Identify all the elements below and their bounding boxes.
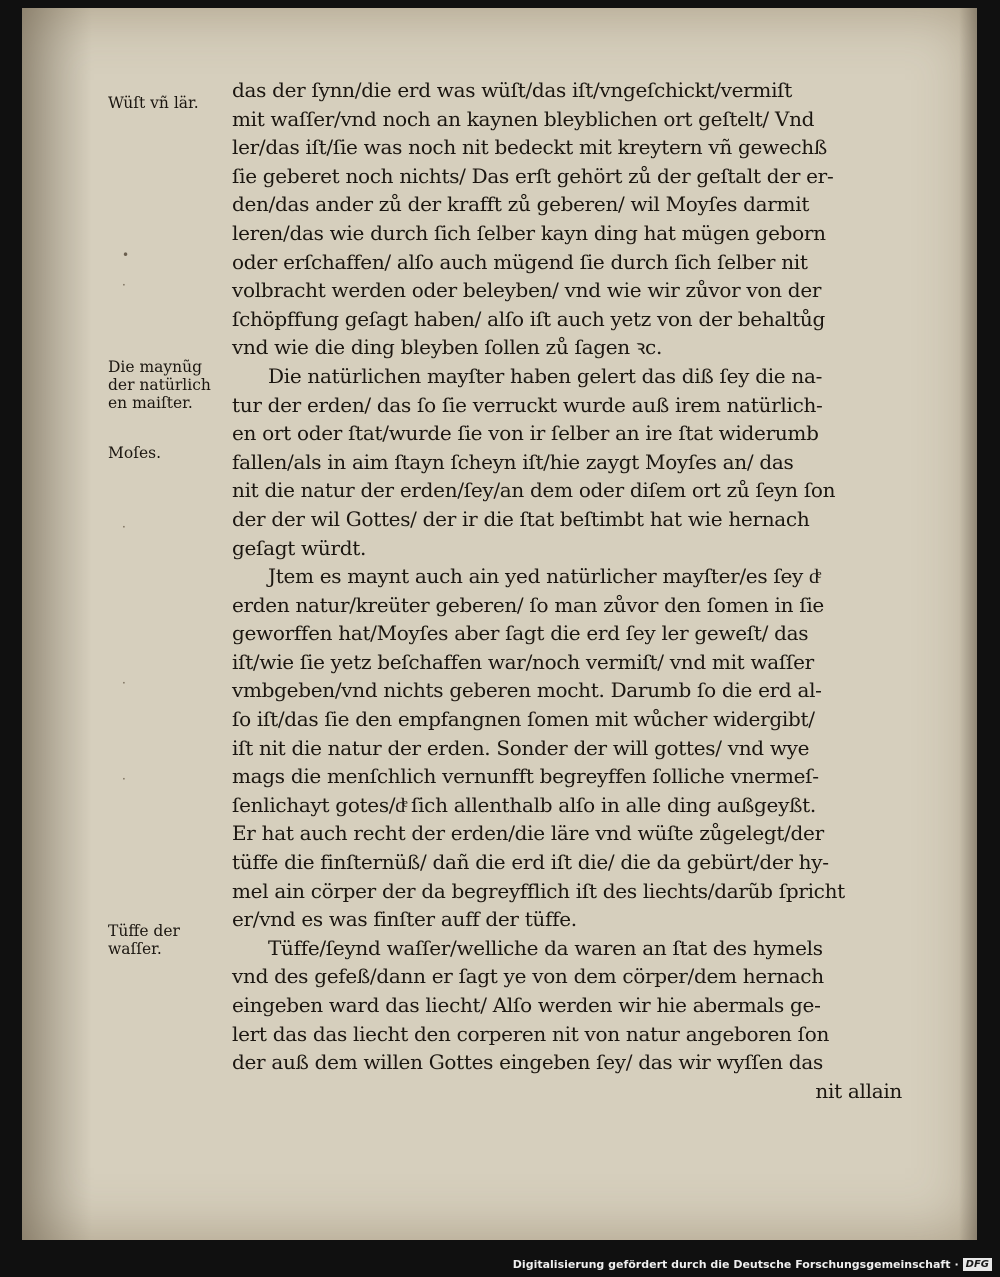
text-line: en ort oder ſtat/wurde ſie von ir ſelber an ire ſtat widerumb [232, 421, 819, 446]
text-line: mit waſſer/vnd noch an kaynen bleyblichen ort geſtelt/ Vnd [232, 106, 815, 131]
ink-speck: · [122, 520, 126, 534]
text-line: eingeben ward das liecht/ Alſo werden wir hie abermals ge- [232, 993, 821, 1017]
text-line: das der ſynn/die erd was wüſt/das iſt/vngeſchickt/vermiſt [232, 78, 793, 102]
margin-note-line: en maiſter. [108, 394, 193, 412]
text-line: tüffe die finſternüß/ dañ die erd iſt die/ die da gebürt/der hy- [232, 850, 829, 875]
text-line: oder erſchaffen/ alſo auch mügend ſie durch ſich ſelber nit [232, 249, 808, 274]
text-line: ler/das iſt/ſie was noch nit bedeckt mit kreytern vñ gewechß [232, 135, 827, 160]
text-line: leren/das wie durch ſich ſelber kayn ding hat mügen geborn [232, 220, 826, 245]
main-text-block [232, 76, 912, 1105]
separator-dot: · [954, 1258, 959, 1271]
catchword: nit allain [815, 1078, 902, 1103]
text-line: vnd des gefeß/dann er ſagt ye von dem cörper/dem hernach [232, 964, 824, 989]
ink-speck: · [122, 772, 126, 786]
text-line: Die natürlichen mayſter haben gelert das diß ſey die na- [268, 363, 823, 388]
dfg-logo: DFG [963, 1258, 992, 1271]
margin-note-line: der natürlich [108, 376, 211, 394]
margin-note-wust [108, 94, 233, 112]
text-line: geworffen hat/Moyſes aber ſagt die erd ſey ler geweſt/ das [232, 621, 809, 646]
margin-note-tuffe [108, 922, 233, 958]
digitization-credit [513, 1258, 992, 1271]
text-line: den/das ander zů der krafft zů geberen/ wil Moyſes darmit [232, 192, 810, 217]
text-line: lert das das liecht den corperen nit von natur angeboren ſon [232, 1021, 830, 1046]
text-line: er/vnd es was finſter auff der tüffe. [232, 907, 577, 932]
margin-note-line: Moſes. [108, 444, 161, 462]
text-line: vmbgeben/vnd nichts geberen mocht. Darumb ſo die erd al- [232, 678, 822, 703]
ink-speck: · [122, 278, 126, 292]
text-line: mags die menſchlich vernunfft begreyffen ſolliche vnermeſ- [232, 764, 819, 789]
text-line: ſo iſt/das ſie den empfangnen ſomen mit wůcher widergibt/ [232, 707, 815, 732]
ink-speck: · [122, 676, 126, 690]
text-line: vnd wie die ding bleyben ſollen zů ſagen ꝛc. [232, 335, 663, 360]
margin-note-line: Wüſt vñ lär. [108, 94, 199, 112]
text-line: Er hat auch recht der erden/die läre vnd wüſte zůgelegt/der [232, 821, 824, 846]
credit-text: Digitalisierung gefördert durch die Deutsche Forschungsgemeinschaft [512, 1258, 951, 1271]
text-line: tur der erden/ das ſo ſie verruckt wurde auß irem natürlich- [232, 392, 823, 417]
text-line: fallen/als in aim ſtayn ſcheyn iſt/hie zaygt Moyſes an/ das [232, 449, 794, 474]
margin-note-line: waſſer. [108, 940, 162, 958]
text-line: mel ain cörper der da begreyfflich iſt des liechts/darũb ſpricht [232, 878, 845, 903]
text-line: Jtem es maynt auch ain yed natürlicher mayſter/es ſey dͤ [268, 564, 819, 589]
text-line: ſenlichayt gotes/dͤ ſich allenthalb alſo in alle ding außgeyßt. [232, 792, 816, 817]
margin-note-line: Die maynũg [108, 358, 203, 376]
text-line: geſagt würdt. [232, 535, 367, 560]
text-line: der der wil Gottes/ der ir die ſtat beſtimbt hat wie hernach [232, 506, 810, 531]
book-page [22, 8, 977, 1240]
margin-note-moses [108, 444, 233, 462]
text-line: ſie geberet noch nichts/ Das erſt gehört zů der geſtalt der er- [232, 163, 834, 188]
text-line: iſt nit die natur der erden. Sonder der will gottes/ vnd wye [232, 735, 810, 760]
text-line: ſchöpffung geſagt haben/ alſo iſt auch yetz von der behaltůg [232, 306, 825, 331]
text-line: Tüffe/ſeynd waſſer/welliche da waren an ſtat des hymels [268, 935, 823, 960]
ink-speck: • [122, 248, 130, 262]
text-line: der auß dem willen Gottes eingeben ſey/ das wir wyſſen das [232, 1050, 823, 1075]
text-line: iſt/wie ſie yetz beſchaffen war/noch vermiſt/ vnd mit waſſer [232, 649, 814, 674]
margin-note-mayster [108, 358, 233, 412]
text-line: volbracht werden oder beleyben/ vnd wie wir zůvor von der [232, 278, 822, 303]
text-line: nit die natur der erden/ſey/an dem oder diſem ort zů ſeyn ſon [232, 478, 836, 503]
text-line: erden natur/kreüter geberen/ ſo man zůvor den ſomen in ſie [232, 592, 824, 617]
margin-note-line: Tüffe der [108, 922, 180, 940]
